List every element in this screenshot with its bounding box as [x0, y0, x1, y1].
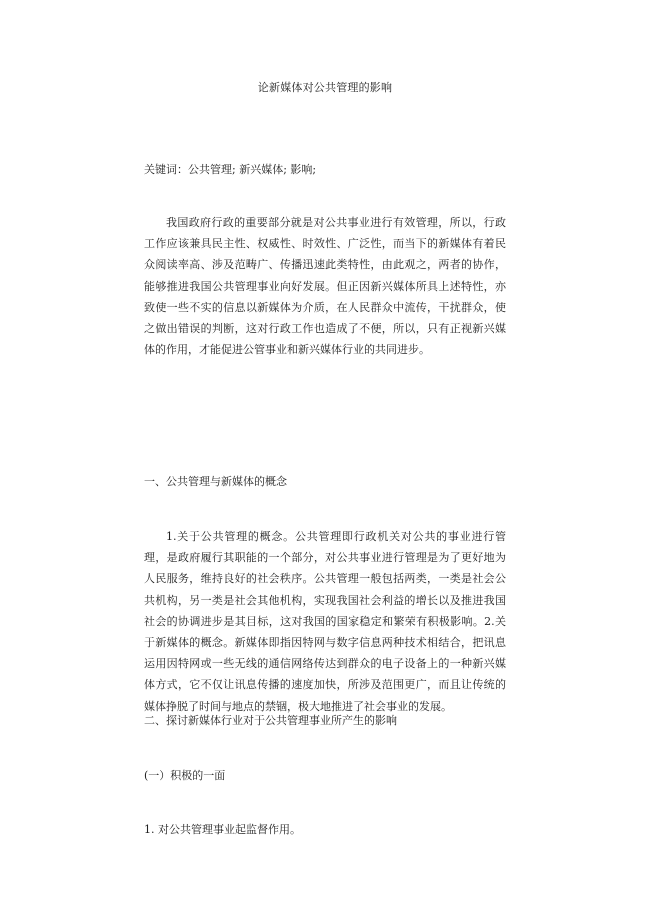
section-heading-1: 一、公共管理与新媒体的概念 — [144, 475, 287, 488]
intro-paragraph: 我国政府行政的重要部分就是对公共事业进行有效管理，所以，行政工作应该兼具民主性、权威性、时效性、广泛性，而当下的新媒体有着民众阅读率高、涉及范畴广、传播迅速此类特性，由此观之，两者的协作，能够推进我国公共管理事业向好发展。但正因新兴媒体所具上述特性，亦致使一些不实的信息以新媒体为介质，在人民群众中流传，干扰群众，使之做出错误的判断，这对行政工作也造成了不便，所以，只有正视新兴媒体的作用，才能促进公管事业和新兴媒体行业的共同进步。 — [144, 216, 506, 357]
section1-paragraph: 1.关于公共管理的概念。公共管理即行政机关对公共的事业进行管理，是政府履行其职能的一个部分，对公共事业进行管理是为了更好地为人民服务，维持良好的社会秩序。公共管理一般包括两类，一类是社会公共机构，另一类是社会其他机构，实现我国社会利益的增长以及推进我国社会的协调进步是其目标，这对我国的国家稳定和繁荣有积极影响。2.关于新媒体的概念。新媒体即指因特网与数字信息两种技术相结合，把讯息运用因特网或一些无线的通信网络传达到群众的电子设备上的一种新兴媒体方式，它不仅让讯息传播的速度加快，所涉及范围更广，而且让传统的媒体挣脱了时间与地点的禁锢，极大地推进了社会事业的发展。 — [144, 530, 506, 713]
section1-paragraph-block — [144, 526, 506, 717]
section-heading-2: 二、探讨新媒体行业对于公共管理事业所产生的影响 — [144, 714, 397, 727]
item-heading-1: 1. 对公共管理事业起监督作用。 — [144, 823, 301, 836]
keywords-line: 关键词：公共管理; 新兴媒体; 影响; — [144, 163, 317, 176]
intro-paragraph-block — [144, 212, 506, 360]
document-title: 论新媒体对公共管理的影响 — [257, 81, 393, 94]
subsection-heading-positive: (一）积极的一面 — [144, 769, 226, 782]
